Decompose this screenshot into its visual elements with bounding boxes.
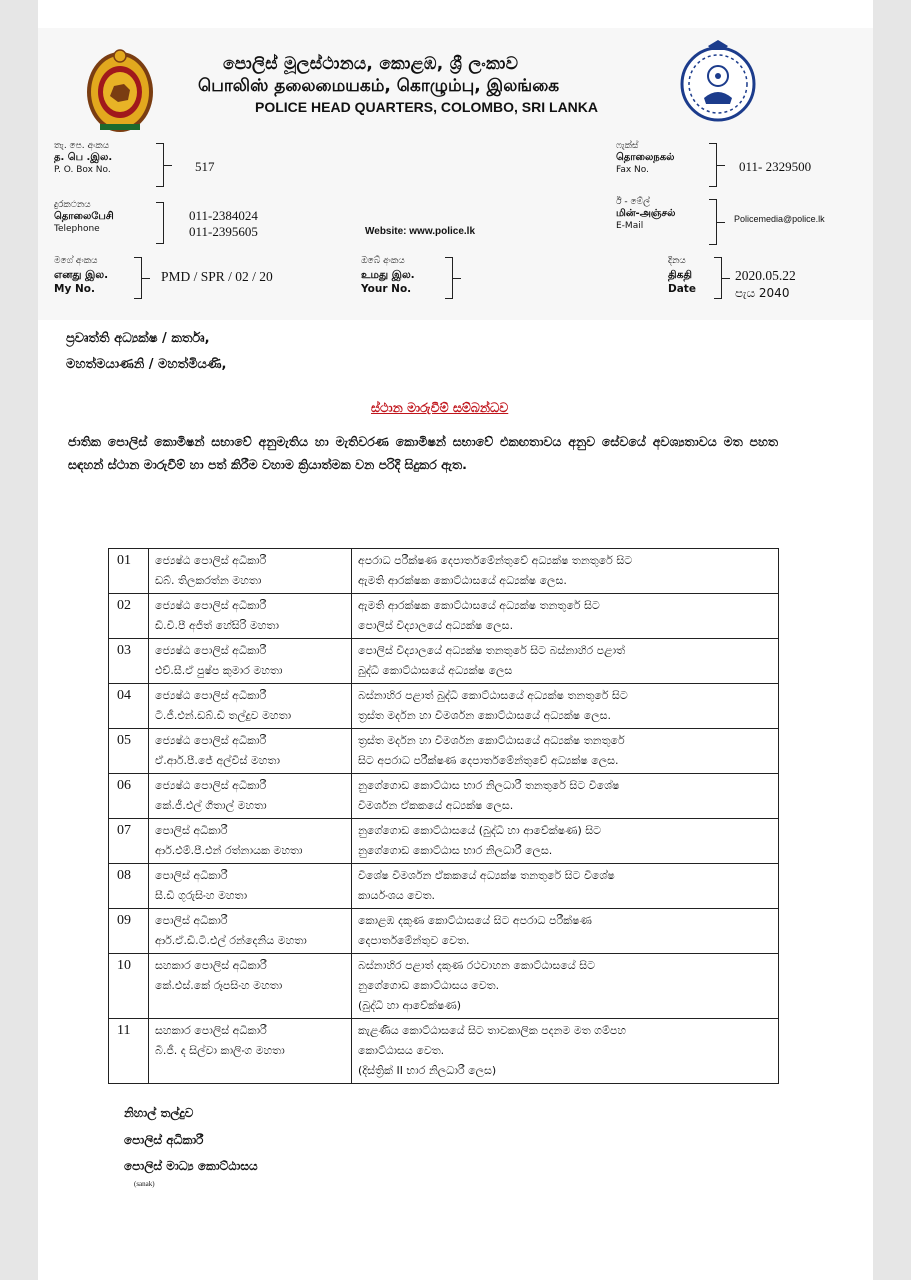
transfer-detail-line: ඇමති ආරක්ෂක කොට්ඨාසයේ අධ්‍යක්ෂ ලෙස. (358, 574, 567, 587)
row-number: 10 (109, 954, 149, 1019)
table-row (109, 909, 779, 954)
police-emblem-icon (678, 40, 758, 124)
row-number: 06 (109, 774, 149, 819)
intro-paragraph: ජාතික පොලිස් කොමිෂන් සභාවේ අනුමැතිය හා මැතිවරණ කොමිෂන් සභාවේ එකඟතාවය අනුව සේවයේ අවශ්‍යතාවය මත පහත සඳහන් ස්ථාන මාරුවීම් හා පත් කිරීම වහාම ක්‍රියාත්මක වන පරිදි සිදුකර ඇත. (68, 434, 778, 472)
table-row (109, 684, 779, 729)
table-row (109, 639, 779, 684)
subject-heading: ස්ථාන මාරුවීම් සම්බන්ධව (371, 400, 509, 415)
row-number: 08 (109, 864, 149, 909)
transfer-detail-line: කාර්යංශය වෙත. (358, 889, 435, 902)
transfer-detail-cell (352, 954, 779, 1019)
fax-value: 011- 2329500 (739, 159, 812, 174)
officer-cell (149, 909, 352, 954)
table-row (109, 954, 779, 1019)
officer-rank: පොලිස් අධිකාරී (155, 914, 228, 927)
signatory-division: පොලිස් මාධ්‍ය කොට්ඨාසය (124, 1159, 258, 1173)
officer-name: ආර්.එම්.පී.එන් රත්නායක මහතා (155, 844, 303, 857)
bracket (156, 202, 164, 244)
typist-initials: (sanak) (134, 1180, 155, 1188)
transfer-detail-cell (352, 684, 779, 729)
telephone-label: දුරකථනය தொலைபேசி Telephone (54, 200, 114, 234)
row-number: 05 (109, 729, 149, 774)
signatory-title: පොලිස් අධිකාරී (124, 1133, 204, 1147)
transfer-detail-cell (352, 549, 779, 594)
transfer-detail-line: ත්‍රස්ත මර්දන හා විමර්ශන කොට්ඨාසයේ අධ්‍යක්ෂ තනතුරේ (358, 734, 625, 747)
officer-rank: ජ්‍යෙෂ්ඨ පොලිස් අධිකාරී (155, 779, 267, 792)
fax-label: ෆැක්ස් தொலைநகல் Fax No. (616, 141, 675, 175)
officer-rank: පොලිස් අධිකාරී (155, 824, 228, 837)
transfer-detail-line: නුගේගොඩ කොට්ඨාසයේ (බුද්ධි හා ආවේක්ෂණ) සිට (358, 824, 602, 837)
officer-rank: ජ්‍යෙෂ්ඨ පොලිස් අධිකාරී (155, 554, 267, 567)
row-number: 09 (109, 909, 149, 954)
table-row (109, 1019, 779, 1084)
transfer-detail-line: කොට්ඨාසය වෙත. (358, 1044, 445, 1057)
officer-cell (149, 864, 352, 909)
table-row (109, 594, 779, 639)
my-no-value: PMD / SPR / 02 / 20 (161, 269, 273, 284)
title-english: POLICE HEAD QUARTERS, COLOMBO, SRI LANKA (255, 99, 599, 115)
officer-cell (149, 774, 352, 819)
transfer-detail-cell (352, 909, 779, 954)
transfer-detail-line: ත්‍රස්ත මර්දන හා විමර්ශන කොට්ඨාසයේ අධ්‍යක්ෂ ලෙස. (358, 709, 612, 722)
transfer-detail-cell (352, 639, 779, 684)
transfer-detail-line: දෙපාර්තමේන්තුව වෙත. (358, 934, 470, 947)
officer-cell (149, 639, 352, 684)
transfer-detail-line: විමර්ශන ඒකකයේ අධ්‍යක්ෂ ලෙස. (358, 799, 514, 812)
transfer-detail-line: බස්නාහිර පළාත් දකුණ රථවාහන කොට්ඨාසයේ සිට (358, 959, 596, 972)
pobox-label: තැ. පෙ. අංකය த. பெ .இல. P. O. Box No. (54, 141, 113, 175)
officer-rank: ජ්‍යෙෂ්ඨ පොලිස් අධිකාරී (155, 734, 267, 747)
telephone-value-2: 011-2395605 (189, 224, 258, 239)
transfer-detail-note: (බුද්ධි හා ආවේක්ෂණ) (358, 999, 462, 1012)
officer-name: එච්.සී.ඒ පුෂ්ප කුමාර මහතා (155, 664, 283, 677)
transfers-table (108, 548, 779, 1084)
transfer-detail-line: පොලිස් විද්‍යාලයේ අධ්‍යක්ෂ ලෙස. (358, 619, 514, 632)
transfer-detail-cell (352, 729, 779, 774)
table-row (109, 819, 779, 864)
officer-rank: පොලිස් අධිකාරී (155, 869, 228, 882)
letterhead (38, 28, 873, 320)
row-number: 03 (109, 639, 149, 684)
bracket (134, 257, 142, 299)
transfer-detail-cell (352, 774, 779, 819)
transfer-detail-line: නුගේගොඩ කොට්ඨාසය වෙත. (358, 979, 500, 992)
transfer-detail-cell (352, 1019, 779, 1084)
bracket (714, 257, 722, 299)
officer-rank: සහකාර පොලිස් අධිකාරී (155, 959, 267, 972)
row-number: 02 (109, 594, 149, 639)
officer-name: ඒ.ආර්.පී.ජේ අල්විස් මහතා (155, 754, 280, 767)
transfer-detail-cell (352, 594, 779, 639)
officer-cell (149, 549, 352, 594)
officer-name: බී.ජී. ද සිල්වා කාලිංග මහතා (155, 1044, 285, 1057)
officer-cell (149, 954, 352, 1019)
transfer-detail-line: කොළඹ දකුණ කොට්ඨාසයේ සිට අපරාධ පරීක්ෂණ (358, 914, 592, 927)
officer-rank: සහකාර පොලිස් අධිකාරී (155, 1024, 267, 1037)
table-row (109, 549, 779, 594)
transfer-detail-line: නුගේගොඩ කොට්ඨාස භාර නිලධාරී තනතුරේ සිට විශේෂ (358, 779, 620, 792)
officer-cell (149, 1019, 352, 1084)
officer-cell (149, 684, 352, 729)
row-number: 01 (109, 549, 149, 594)
email-value[interactable]: Policemedia@police.lk (734, 214, 825, 224)
transfer-detail-line: බුද්ධි කොට්ඨාසයේ අධ්‍යක්ෂ ලෙස (358, 664, 513, 677)
bracket (709, 143, 717, 187)
telephone-value-1: 011-2384024 (189, 208, 258, 223)
transfer-detail-note: (දිස්ත්‍රික් II භාර නිලධාරී ලෙස) (358, 1064, 497, 1077)
officer-cell (149, 729, 352, 774)
officer-cell (149, 819, 352, 864)
officer-name: ඩී.වී.පී අජිත් හේසිරි මහතා (155, 619, 279, 632)
transfer-detail-line: පොලිස් විද්‍යාලයේ අධ්‍යක්ෂ තනතුරේ සිට බස්නාහිර පළාත් (358, 644, 626, 657)
signatory-name: නිහාල් තල්දුව (124, 1106, 194, 1120)
row-number: 07 (109, 819, 149, 864)
transfer-detail-line: කැළණිය කොට්ඨාසයේ සිට තාවකාලික පදනම මත ගම්පහ (358, 1024, 627, 1037)
transfer-detail-line: නුගේගොඩ කොට්ඨාස භාර නිලධාරී ලෙස. (358, 844, 553, 857)
recipient-line-1: ප්‍රවෘත්ති අධ්‍යක්ෂ / කර්තෘ, (66, 331, 210, 346)
email-label: ඊ - මේල් மின்-அஞ்சல் E-Mail (616, 197, 676, 231)
transfer-detail-cell (352, 819, 779, 864)
officer-rank: ජ්‍යෙෂ්ඨ පොලිස් අධිකාරී (155, 599, 267, 612)
date-value: 2020.05.22 (735, 268, 796, 283)
officer-cell (149, 594, 352, 639)
recipient-line-2: මහත්මයාණනි / මහත්මියණි, (66, 357, 227, 372)
bracket (709, 199, 717, 245)
bracket (445, 257, 453, 299)
table-row (109, 864, 779, 909)
officer-name: සී.ඩී ගුරුසිංහ මහතා (155, 889, 248, 902)
transfer-detail-cell (352, 864, 779, 909)
sri-lanka-emblem-icon (84, 46, 156, 134)
table-row (109, 774, 779, 819)
date-label: දිනය திகதி Date (668, 256, 696, 295)
title-sinhala: පොලිස් මූලස්ථානය, කොළඹ, ශ්‍රී ලංකාව (223, 54, 519, 74)
transfer-detail-line: අපරාධ පරීක්ෂණ දෙපාර්තමේන්තුවේ අධ්‍යක්ෂ තනතුරේ සිට (358, 554, 633, 567)
time-value: පැය 2040 (735, 286, 790, 300)
my-no-label: මගේ අංකය எனது இல. My No. (54, 256, 109, 295)
your-no-label: ඔබේ අංකය உமது இல. Your No. (361, 256, 415, 295)
officer-name: කේ.එස්.කේ රූපසිංහ මහතා (155, 979, 283, 992)
officer-name: කේ.ජී.එල් ගීතාල් මහතා (155, 799, 267, 812)
transfer-detail-line: බස්නාහිර පළාත් බුද්ධි කොට්ඨාසයේ අධ්‍යක්ෂ තනතුරේ සිට (358, 689, 628, 702)
pobox-value: 517 (195, 159, 215, 174)
row-number: 04 (109, 684, 149, 729)
table-row (109, 729, 779, 774)
officer-name: ටී.ජී.එන්.ඩබ්.ඩී තල්දුව මහතා (155, 709, 292, 722)
officer-name: ආර්.ඒ.ඩී.ටී.එල් රන්දෙනිය මහතා (155, 934, 307, 947)
officer-rank: ජ්‍යෙෂ්ඨ පොලිස් අධිකාරී (155, 644, 267, 657)
officer-name: ඩබ්. තිලකරත්න මහතා (155, 574, 262, 587)
transfer-detail-line: ඇමති ආරක්ෂක කොට්ඨාසයේ අධ්‍යක්ෂ තනතුරේ සිට (358, 599, 600, 612)
transfer-detail-line: සිට අපරාධ පරීක්ෂණ දෙපාර්තමේන්තුවේ අධ්‍යක්ෂ ලෙස. (358, 754, 619, 767)
website-link[interactable]: Website: www.police.lk (365, 226, 476, 237)
title-tamil: பொலிஸ் தலைமையகம், கொழும்பு, இலங்கை (198, 76, 560, 96)
letter-page (38, 0, 873, 1280)
row-number: 11 (109, 1019, 149, 1084)
bracket (156, 143, 164, 187)
officer-rank: ජ්‍යෙෂ්ඨ පොලිස් අධිකාරී (155, 689, 267, 702)
transfer-detail-line: විශේෂ විමර්ශන ඒකකයේ අධ්‍යක්ෂ තනතුරේ සිට විශේෂ (358, 869, 615, 882)
